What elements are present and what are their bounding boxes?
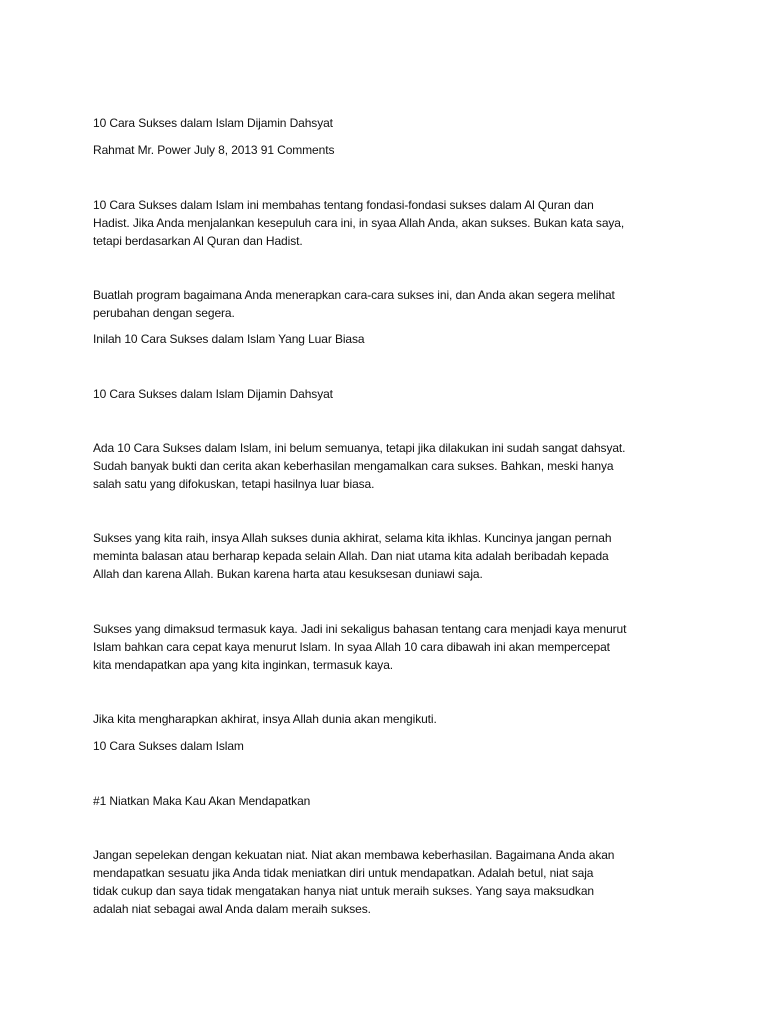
paragraph-line: Buatlah program bagaimana Anda menerapkan cara-cara sukses ini, dan Anda akan segera melihat	[93, 288, 615, 302]
document-byline: Rahmat Mr. Power July 8, 2013 91 Comments	[93, 143, 335, 157]
paragraph-line: salah satu yang difokuskan, tetapi hasilnya luar biasa.	[93, 477, 375, 491]
section-heading: Inilah 10 Cara Sukses dalam Islam Yang Luar Biasa	[93, 332, 365, 346]
paragraph-line: Sukses yang kita raih, insya Allah sukses dunia akhirat, selama kita ikhlas. Kuncinya jangan pernah	[93, 531, 612, 545]
paragraph-line: Hadist. Jika Anda menjalankan kesepuluh cara ini, in syaa Allah Anda, akan sukses. Bukan kata saya,	[93, 216, 625, 230]
document-title: 10 Cara Sukses dalam Islam Dijamin Dahsyat	[93, 116, 333, 130]
paragraph-line: Jangan sepelekan dengan kekuatan niat. Niat akan membawa keberhasilan. Bagaimana Anda akan	[93, 848, 615, 862]
paragraph-line: 10 Cara Sukses dalam Islam ini membahas tentang fondasi-fondasi sukses dalam Al Quran dan	[93, 198, 594, 212]
paragraph-line: kita mendapatkan apa yang kita inginkan, termasuk kaya.	[93, 658, 394, 672]
subsection-heading: #1 Niatkan Maka Kau Akan Mendapatkan	[93, 794, 311, 808]
paragraph-line: Sudah banyak bukti dan cerita akan keberhasilan mengamalkan cara sukses. Bahkan, meski hanya	[93, 459, 614, 473]
paragraph-line: meminta balasan atau berharap kepada selain Allah. Dan niat utama kita adalah beribadah kepada	[93, 549, 609, 563]
paragraph-line: mendapatkan sesuatu jika Anda tidak meniatkan diri untuk mendapatkan. Adalah betul, niat saja	[93, 866, 594, 880]
paragraph-line: Islam bahkan cara cepat kaya menurut Islam. In syaa Allah 10 cara dibawah ini akan mempercepat	[93, 640, 610, 654]
section-heading: 10 Cara Sukses dalam Islam Dijamin Dahsyat	[93, 387, 333, 401]
section-heading: 10 Cara Sukses dalam Islam	[93, 739, 244, 753]
paragraph-line: Allah dan karena Allah. Bukan karena harta atau kesuksesan duniawi saja.	[93, 567, 483, 581]
paragraph-akhirat: Jika kita mengharapkan akhirat, insya Allah dunia akan mengikuti.	[93, 712, 437, 726]
paragraph-line: tidak cukup dan saya tidak mengatakan hanya niat untuk meraih sukses. Yang saya maksudkan	[93, 884, 594, 898]
paragraph-line: Sukses yang dimaksud termasuk kaya. Jadi ini sekaligus bahasan tentang cara menjadi kaya menurut	[93, 622, 627, 636]
paragraph-line: perubahan dengan segera.	[93, 306, 235, 320]
paragraph-line: Ada 10 Cara Sukses dalam Islam, ini belum semuanya, tetapi jika dilakukan ini sudah sangat dahsyat.	[93, 441, 626, 455]
paragraph-line: tetapi berdasarkan Al Quran dan Hadist.	[93, 234, 303, 248]
paragraph-line: adalah niat sebagai awal Anda dalam meraih sukses.	[93, 902, 371, 916]
